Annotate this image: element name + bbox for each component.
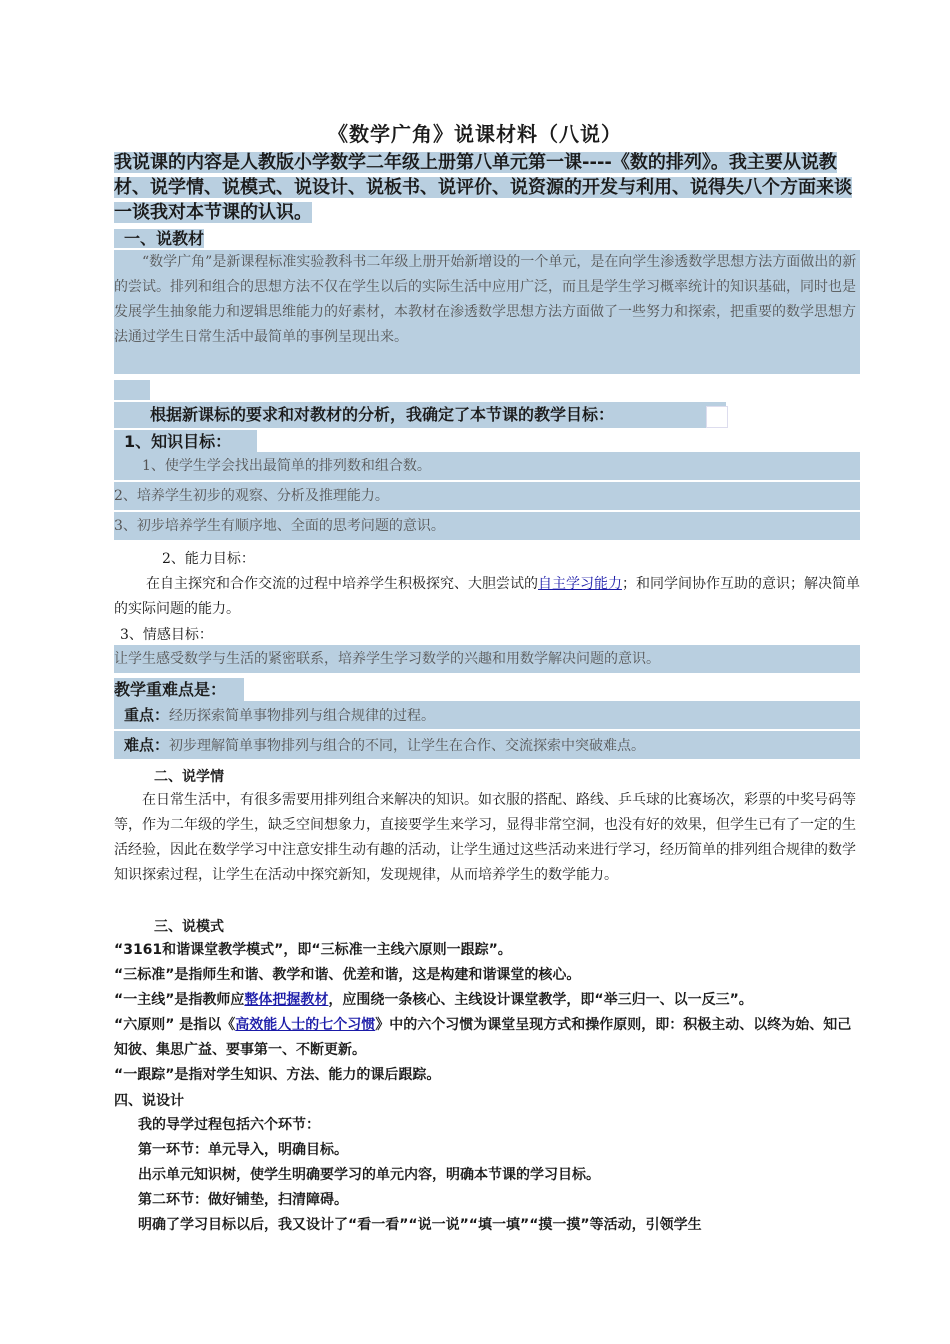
difficulty-row [114,731,860,759]
keypoints-heading-wrap [114,678,244,702]
mode-line-4 [114,1013,864,1063]
intro-text: 我说课的内容是人教版小学数学二年级上册第八单元第一课----《数的排列》。我主要从说教材、说学情、说模式、说设计、说板书、说评价、说资源的开发与利用、说得失八个方面来谈一谈我对本节课的认识。 [114,152,852,223]
ability-text-post: ；和同学间协作互助的意识；解决简单的实际问题的能力。 [114,576,860,617]
knowledge-heading-wrap [114,430,266,454]
intro-paragraph [114,150,860,227]
mode-line-2: “三标准”是指师生和谐、教学和谐、优差和谐，这是构建和谐课堂的核心。 [114,967,581,983]
seven-habits-link[interactable]: 高效能人士的七个习惯 [235,1017,376,1033]
section-2-text: 在日常生活中，有很多需要用排列组合来解决的知识。如衣服的搭配、路线、乒乓球的比赛场次，彩票的中奖号码等等，作为二年级的学生，缺乏空间想象力，直接要学生来学习，显得非常空洞，也没有好的效果，但学生已有了一定的生活经验，因此在数学学习中注意安排生动有趣的活动，让学生通过这些活动来进行学习，经历简单的排列组合规律的数学知识探索过程，让学生在活动中探究新知，发现规律，从而培养学生的数学能力。 [114,792,856,883]
knowledge-item-1: 1、使学生学会找出最简单的排列数和组合数。 [114,452,860,480]
design-line-5: 明确了学习目标以后，我又设计了“看一看”“说一说”“填一填”“摸一摸”等活动，引领学生 [138,1217,702,1233]
difficulty-label: 难点： [124,736,170,754]
knowledge-heading: 1、知识目标： [114,430,257,454]
section-3-heading: 三、说模式 [154,919,224,935]
highlight-spacer [114,380,150,400]
keypoints-heading: 教学重难点是： [114,678,244,702]
goals-heading [114,402,726,428]
ability-text [114,572,864,622]
mode-line-4-post: 》中的六个习惯为课堂呈现方式和操作原则，即：积极主动、以终为始、知己知彼、集思广益、要事第一、不断更新。 [114,1017,852,1058]
blank-box [706,406,728,428]
document-title: 《数学广角》说课材料（八说） [328,122,622,146]
section-1-heading: 一、说教材 [114,229,204,248]
key-point-label: 重点： [124,706,170,724]
section-2-heading: 二、说学情 [154,769,224,785]
design-line-1: 我的导学过程包括六个环节： [138,1117,320,1133]
design-line-3: 出示单元知识树，使学生明确要学习的单元内容，明确本节课的学习目标。 [138,1167,600,1183]
self-learning-link[interactable]: 自主学习能力 [538,576,622,592]
mode-line-5: “一跟踪”是指对学生知识、方法、能力的课后跟踪。 [114,1067,441,1083]
mode-line-3-post: ，应围绕一条核心、主线设计课堂教学，即“举三归一、以一反三”。 [328,992,753,1008]
key-point-row [114,701,860,729]
design-line-4: 第二环节：做好铺垫，扫清障碍。 [138,1192,348,1208]
section-4-heading: 四、说设计 [114,1093,184,1109]
emotion-heading: 3、情感目标： [120,627,213,643]
goals-heading-text: 根据新课标的要求和对教材的分析，我确定了本节课的教学目标： [150,405,615,424]
ability-heading: 2、能力目标： [162,551,255,567]
ability-text-pre: 在自主探究和合作交流的过程中培养学生积极探究、大胆尝试的 [146,576,538,592]
knowledge-item-3: 3、初步培养学生有顺序地、全面的思考问题的意识。 [114,512,860,540]
textbook-link[interactable]: 整体把握教材 [244,992,329,1008]
emotion-text: 让学生感受数学与生活的紧密联系，培养学生学习数学的兴趣和用数学解决问题的意识。 [114,645,860,673]
section-1-heading-wrap [114,226,218,249]
difficulty-text: 初步理解简单事物排列与组合的不同，让学生在合作、交流探索中突破难点。 [169,738,646,754]
mode-line-3 [114,988,884,1013]
knowledge-item-2: 2、培养学生初步的观察、分析及推理能力。 [114,482,860,510]
mode-line-4-pre: “六原则” 是指以《 [114,1017,236,1033]
mode-line-1: “3161和谐课堂教学模式”，即“三标准一主线六原则一跟踪”。 [114,942,512,958]
key-point-text: 经历探索简单事物排列与组合规律的过程。 [169,708,436,724]
section-1-text: “数学广角”是新课程标准实验教科书二年级上册开始新增设的一个单元，是在向学生渗透数学思想方法方面做出的新的尝试。排列和组合的思想方法不仅在学生以后的实际生活中应用广泛，而且是学生学习概率统计的知识基础，同时也是发展学生抽象能力和逻辑思维能力的好素材，本教材在渗透数学思想方法方面做了一些努力和探索，把重要的数学思想方法通过学生日常生活中最简单的事例呈现出来。 [114,250,860,374]
mode-line-3-pre: “一主线”是指教师应 [114,992,245,1008]
design-line-2: 第一环节：单元导入，明确目标。 [138,1142,348,1158]
